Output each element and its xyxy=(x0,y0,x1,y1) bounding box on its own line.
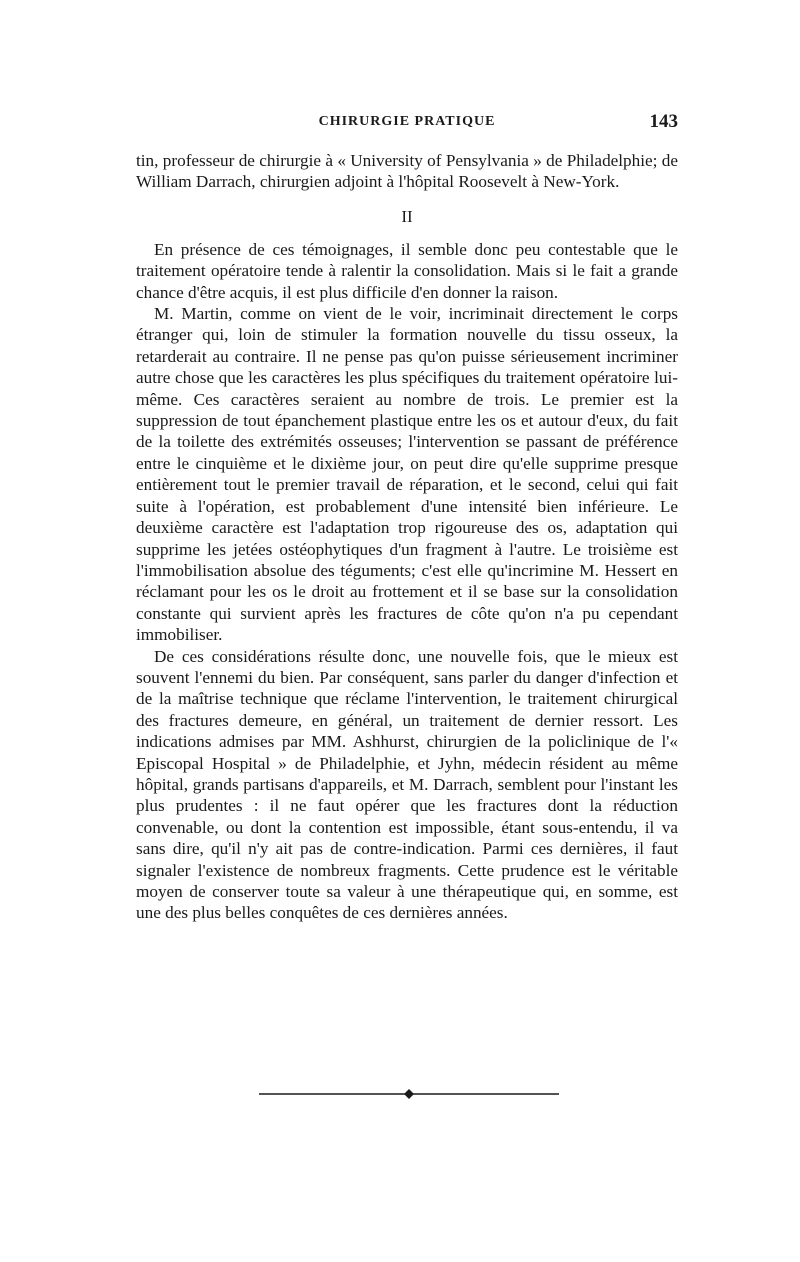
diamond-rule-ornament-icon xyxy=(259,1087,559,1101)
paragraph-continuation: tin, professeur de chirurgie à « University of Pensylvania » de Philadelphie; de William Darrach, chirurgien adjoint à l'hôpital Roosevelt à New-York. xyxy=(136,151,678,192)
paragraph: En présence de ces témoignages, il semble donc peu contestable que le traitement opératoire tende à ralentir la consolidation. Mais si le fait a grande chance d'être acquis, il est plus difficile d'en donner la raison. xyxy=(136,239,678,302)
body-text xyxy=(136,150,678,924)
running-title: CHIRURGIE PRATIQUE xyxy=(318,114,496,129)
running-header xyxy=(136,111,678,138)
section-heading: II xyxy=(401,206,413,226)
page-number: 143 xyxy=(649,111,678,132)
end-rule-ornament xyxy=(259,1087,559,1101)
paragraph: De ces considérations résulte donc, une nouvelle fois, que le mieux est souvent l'ennemi du bien. Par conséquent, sans parler du danger d'infection et de la maîtrise technique que réclame l'intervention, le traitement chirurgical des fractures demeure, en général, un traitement de dernier ressort. Les indications admises par MM. Ashhurst, chirurgien de la policlinique de l'« Episcopal Hospital » de Philadelphie, et Jyhn, médecin résident au même hôpital, grands partisans d'appareils, et M. Darrach, semblent pour l'instant les plus prudentes : il ne faut opérer que les fractures dont la réduction convenable, ou dont la contention est impossible, étant sous-entendu, il va sans dire, qu'il n'y ait pas de contre-indication. Parmi ces dernières, il faut signaler l'existence de nombreux fragments. Cette prudence est le véritable moyen de conserver toute sa valeur à une thérapeutique qui, en somme, est une des plus belles conquêtes de ces dernières années. xyxy=(136,646,678,923)
paragraph: M. Martin, comme on vient de le voir, incriminait directement le corps étranger qui, loin de stimuler la formation nouvelle du tissu osseux, la retarderait au contraire. Il ne pense pas qu'on puisse sérieusement incriminer autre chose que les caractères les plus spécifiques du traitement opératoire lui-même. Ces caractères seraient au nombre de trois. Le premier est la suppression de tout épanchement plastique entre les os et autour d'eux, du fait de la toilette des extrémités osseuses; l'intervention se passant de préférence entre le cinquième et le dixième jour, on peut dire qu'elle supprime presque entièrement tout le premier travail de réparation, et le second, celui qui fait suite à l'opération, est probablement d'une intensité bien inférieure. Le deuxième caractère est l'adaptation trop rigoureuse des os, adaptation qui supprime les jetées ostéophytiques d'un fragment à l'autre. Le troisième est l'immobilisation absolue des téguments; c'est elle qu'incrimine M. Hessert en réclamant pour les os le droit au frottement et il se base sur la consolidation constante qui survient après les fractures de côte qu'on n'a pu cependant immobiliser. xyxy=(136,304,678,645)
